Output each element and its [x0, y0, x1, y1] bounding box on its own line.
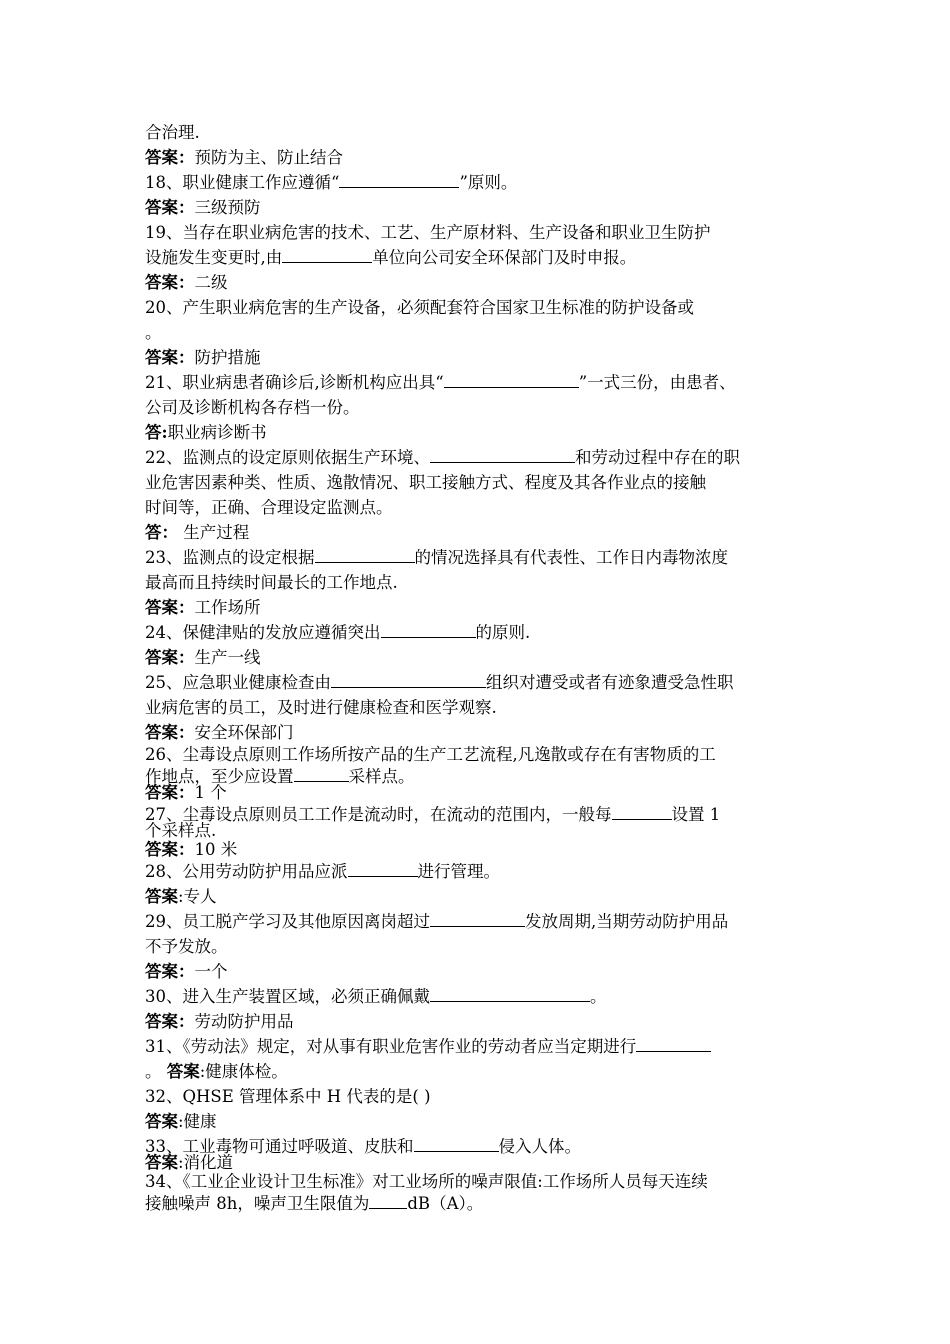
fill-in-blank — [430, 909, 525, 927]
line-text: 32、QHSE 管理体系中 H 代表的是( ) — [145, 1087, 431, 1106]
question-line — [145, 909, 825, 934]
line-text: ”一式三份，由患者、 — [578, 373, 736, 392]
line-text: 职业病诊断书 — [167, 423, 267, 442]
line-text: :消化道 — [178, 1153, 234, 1172]
answer-label: 答案： — [145, 783, 195, 802]
answer-label: 答案： — [145, 598, 195, 617]
line-text: 工作场所 — [194, 598, 261, 617]
line-text: 作地点，至少应设置 — [145, 767, 294, 786]
line-text: 33、工业毒物可通过呼吸道、皮肤和 — [145, 1137, 414, 1156]
answer-line — [145, 420, 825, 445]
line-text: :健康 — [178, 1112, 217, 1131]
line-text: 业危害因素种类、性质、逸散情况、职工接触方式、程度及其各作业点的接触 — [145, 473, 706, 492]
line-text: 单位向公司安全环保部门及时申报。 — [372, 248, 637, 267]
line-text: 20、产生职业病危害的生产设备，必须配套符合国家卫生标准的防护设备或 — [145, 298, 694, 317]
question-line — [145, 1034, 825, 1059]
document-page — [145, 120, 825, 1213]
line-text: 28、公用劳动防护用品应派 — [145, 862, 348, 881]
line-text: ”原则。 — [459, 173, 518, 192]
line-text: 设施发生变更时,由 — [145, 248, 283, 267]
line-text: 安全环保部门 — [194, 723, 294, 742]
line-text: 。 — [145, 323, 162, 342]
answer-label: 答案 — [145, 1112, 178, 1131]
line-text: 劳动防护用品 — [194, 1012, 294, 1031]
line-text: 27、尘毒设点原则员工工作是流动时，在流动的范围内，一般每 — [145, 805, 612, 824]
line-text: 18、职业健康工作应遵循“ — [145, 173, 340, 192]
question-line — [145, 1172, 825, 1191]
question-line — [145, 220, 825, 245]
question-line — [145, 495, 825, 520]
answer-label: 答案： — [145, 723, 195, 742]
line-text: 31、《劳动法》规定，对从事有职业危害作业的劳动者应当定期进行 — [145, 1037, 637, 1056]
question-line — [145, 370, 825, 395]
line-text: 生产过程 — [178, 523, 250, 542]
fill-in-blank — [282, 245, 372, 263]
answer-label: 答案： — [145, 1012, 195, 1031]
line-text: :专人 — [178, 887, 217, 906]
answer-label: 答： — [145, 523, 178, 542]
line-text: 接触噪声 8h，噪声卫生限值为 — [145, 1194, 370, 1213]
question-line — [145, 695, 825, 720]
line-text: 进行管理。 — [417, 862, 500, 881]
answer-label: 答案： — [145, 148, 195, 167]
line-text: 最高而且持续时间最长的工作地点. — [145, 573, 398, 592]
question-line — [145, 1134, 825, 1156]
answer-line — [145, 520, 825, 545]
line-text: 组织对遭受或者有迹象遭受急性职 — [486, 673, 734, 692]
question-line — [145, 320, 825, 345]
answer-line — [145, 145, 825, 170]
fill-in-blank — [348, 859, 418, 877]
line-text: 时间等，正确、合理设定监测点。 — [145, 498, 393, 517]
question-line — [145, 1084, 825, 1109]
line-text: 24、保健津贴的发放应遵循突出 — [145, 623, 381, 642]
line-text: 发放周期,当期劳动防护用品 — [525, 912, 729, 931]
fill-in-blank — [369, 1191, 407, 1209]
line-text: 设置 1 — [671, 805, 721, 824]
line-text: 预防为主、防止结合 — [194, 148, 343, 167]
line-text: 。 — [145, 1062, 167, 1081]
answer-line — [145, 270, 825, 295]
question-line — [145, 1191, 825, 1213]
line-text: 业病危害的员工，及时进行健康检查和医学观察. — [145, 698, 497, 717]
answer-line — [145, 645, 825, 670]
fill-in-blank — [612, 802, 672, 820]
line-text: 29、员工脱产学习及其他原因离岗超过 — [145, 912, 430, 931]
question-line — [145, 570, 825, 595]
line-text: 个采样点. — [145, 821, 217, 840]
answer-label: 答案 — [145, 1153, 178, 1172]
line-text: 26、尘毒设点原则工作场所按产品的生产工艺流程,凡逸散或存在有害物质的工 — [145, 745, 716, 764]
fill-in-blank — [315, 545, 415, 563]
line-text: 采样点。 — [348, 767, 415, 786]
question-line — [145, 984, 825, 1009]
fill-in-blank — [430, 445, 575, 463]
line-text: 22、监测点的设定原则依据生产环境、 — [145, 448, 430, 467]
question-line — [145, 120, 825, 145]
fill-in-blank — [339, 170, 459, 188]
question-line — [145, 670, 825, 695]
answer-line — [145, 720, 825, 745]
line-text: 。 — [590, 987, 607, 1006]
answer-label: 答案 — [145, 887, 178, 906]
line-text: 的原则. — [475, 623, 531, 642]
answer-label: 答案： — [145, 198, 195, 217]
answer-label: 答案： — [145, 273, 195, 292]
line-text: 一个 — [194, 962, 228, 981]
question-line — [145, 470, 825, 495]
line-text: 30、进入生产装置区域，必须正确佩戴 — [145, 987, 430, 1006]
line-text: 生产一线 — [194, 648, 261, 667]
line-text: 公司及诊断机构各存档一份。 — [145, 398, 360, 417]
fill-in-blank — [636, 1034, 711, 1052]
line-text: 侵入人体。 — [498, 1137, 581, 1156]
answer-line — [145, 884, 825, 909]
line-text: 21、职业病患者确诊后,诊断机构应出具“ — [145, 373, 444, 392]
line-text: :健康体检。 — [199, 1062, 288, 1081]
question-line — [145, 802, 825, 824]
line-text: 二级 — [194, 273, 228, 292]
question-line — [145, 620, 825, 645]
answer-line — [145, 1009, 825, 1034]
question-line — [145, 745, 825, 764]
fill-in-blank — [381, 620, 476, 638]
line-text: 19、当存在职业病危害的技术、工艺、生产原材料、生产设备和职业卫生防护 — [145, 223, 711, 242]
answer-line — [145, 959, 825, 984]
answer-line — [145, 345, 825, 370]
answer-line — [145, 595, 825, 620]
answer-line — [145, 840, 825, 859]
line-text: 的情况选择具有代表性、工作日内毒物浓度 — [414, 548, 728, 567]
question-line — [145, 934, 825, 959]
line-text: 和劳动过程中存在的职 — [575, 448, 740, 467]
line-text: 防护措施 — [194, 348, 261, 367]
line-text: dB（A）。 — [407, 1194, 484, 1213]
line-text: 不予发放。 — [145, 937, 228, 956]
line-text: 1 个 — [194, 783, 227, 802]
line-text: 34、《工业企业设计卫生标准》对工业场所的噪声限值:工作场所人员每天连续 — [145, 1172, 708, 1191]
fill-in-blank — [414, 1134, 499, 1152]
fill-in-blank — [294, 764, 349, 782]
question-line — [145, 1059, 825, 1084]
answer-line — [145, 195, 825, 220]
answer-label: 答案： — [145, 840, 195, 859]
fill-in-blank — [444, 370, 579, 388]
line-text: 合治理. — [145, 123, 200, 142]
line-text: 三级预防 — [194, 198, 261, 217]
line-text: 25、应急职业健康检查由 — [145, 673, 331, 692]
question-line — [145, 295, 825, 320]
question-line — [145, 764, 825, 786]
answer-line — [145, 1109, 825, 1134]
question-line — [145, 545, 825, 570]
line-text: 10 米 — [194, 840, 238, 859]
answer-label: 答案： — [145, 348, 195, 367]
answer-label: 答案： — [145, 962, 195, 981]
answer-label: 答案： — [145, 648, 195, 667]
question-line — [145, 445, 825, 470]
fill-in-blank — [331, 670, 486, 688]
question-line — [145, 170, 825, 195]
fill-in-blank — [430, 984, 590, 1002]
question-line — [145, 859, 825, 884]
question-line — [145, 245, 825, 270]
answer-label: 答: — [145, 423, 168, 442]
answer-label: 答案 — [166, 1062, 200, 1081]
line-text: 23、监测点的设定根据 — [145, 548, 315, 567]
question-line — [145, 395, 825, 420]
